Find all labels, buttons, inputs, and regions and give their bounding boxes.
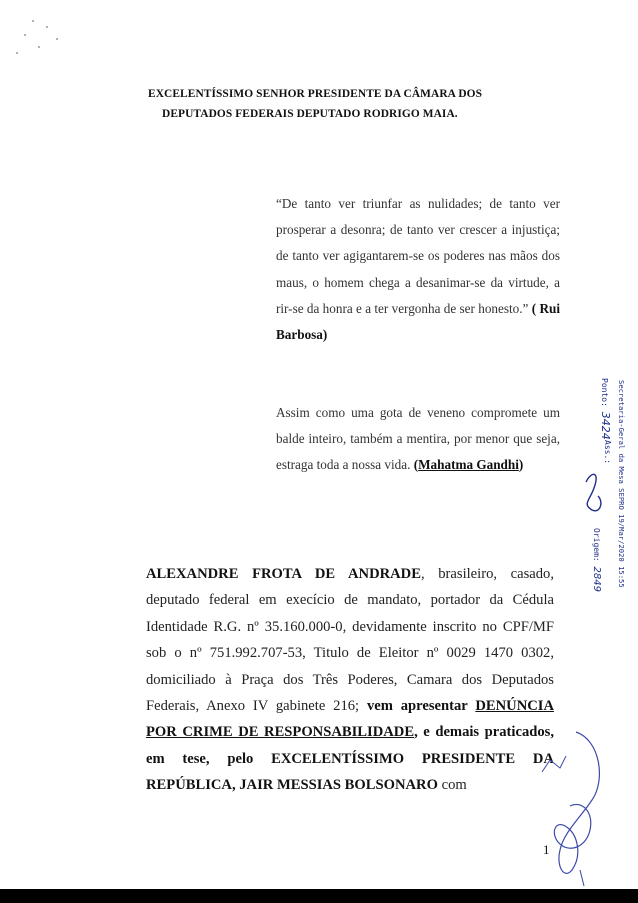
petition-action: vem apresentar xyxy=(366,698,476,715)
stamp-ponto-value: 3424 xyxy=(599,411,612,440)
petitioner-details: , brasileiro, casado, deputado federal em execício de mandato, portador da Cédula Identidade R.G. nº 35.160.000-0, devidamente inscrito no CPF/MF sob o nº 751.992.707-53, Titulo de Eleitor nº 0029 1470 0302, domiciliado à Praça dos Três Poderes, Camara dos Deputados Federais, Anexo IV gabinete 216; xyxy=(146,566,554,715)
handwritten-signature xyxy=(520,720,612,888)
scan-artifacts xyxy=(12,14,72,64)
epigraph-text: Assim como uma gota de veneno compromete um balde inteiro, também a mentira, por menor que seja, estraga toda a nossa vida. xyxy=(276,405,560,473)
scan-bottom-edge xyxy=(0,889,638,903)
epigraph-author: Mahatma Gandhi xyxy=(418,457,519,473)
petition-charge: DENÚNCIA POR CRIME DE RESPONSABILIDADE xyxy=(146,698,554,741)
petition-trailing: com xyxy=(437,777,467,794)
stamp-origem-value: 2849 xyxy=(591,566,602,592)
epigraph-text: “De tanto ver triunfar as nulidades; de tanto ver prosperar a desonra; de tanto ver crescer a injustiça; de tanto ver agigantarem-se os poderes nas mãos dos maus, o homem chega a desanimar-se da virtude, a rir-se da honra e a ter vergonha de ser honesto.” xyxy=(276,196,560,316)
stamp-origem-label: Origem: xyxy=(592,528,601,562)
petitioner-name: ALEXANDRE FROTA DE ANDRADE xyxy=(146,566,421,582)
petition-comma: , xyxy=(414,724,424,741)
petition-paragraph xyxy=(146,561,554,799)
stamp-ass: Ass.: xyxy=(603,440,612,465)
epigraph-rui-barbosa xyxy=(276,191,560,348)
heading-line-2: DEPUTADOS FEDERAIS DEPUTADO RODRIGO MAIA. xyxy=(162,108,458,120)
stamp-ponto-label: Ponto: xyxy=(600,378,609,407)
document-heading xyxy=(148,84,548,124)
epigraph-author-close: ) xyxy=(518,457,524,473)
stamp-registry-line: Secretaria-Geral da Mesa SEPRO 19/Mar/2020 15:55 xyxy=(617,380,626,588)
heading-line-1: EXCELENTÍSSIMO SENHOR PRESIDENTE DA CÂMARA DOS xyxy=(148,88,483,100)
petition-subject: e demais praticados, em tese, pelo EXCELENTÍSSIMO PRESIDENTE DA REPÚBLICA, JAIR MESSIAS BOLSONARO xyxy=(146,724,554,794)
epigraph-author-open: ( xyxy=(413,457,419,473)
stamp-initials-mark xyxy=(556,378,626,604)
page-number: 1 xyxy=(543,842,550,857)
epigraph-gandhi xyxy=(276,400,560,479)
protocol-stamp xyxy=(556,378,626,604)
epigraph-author: ( Rui Barbosa) xyxy=(276,300,560,343)
